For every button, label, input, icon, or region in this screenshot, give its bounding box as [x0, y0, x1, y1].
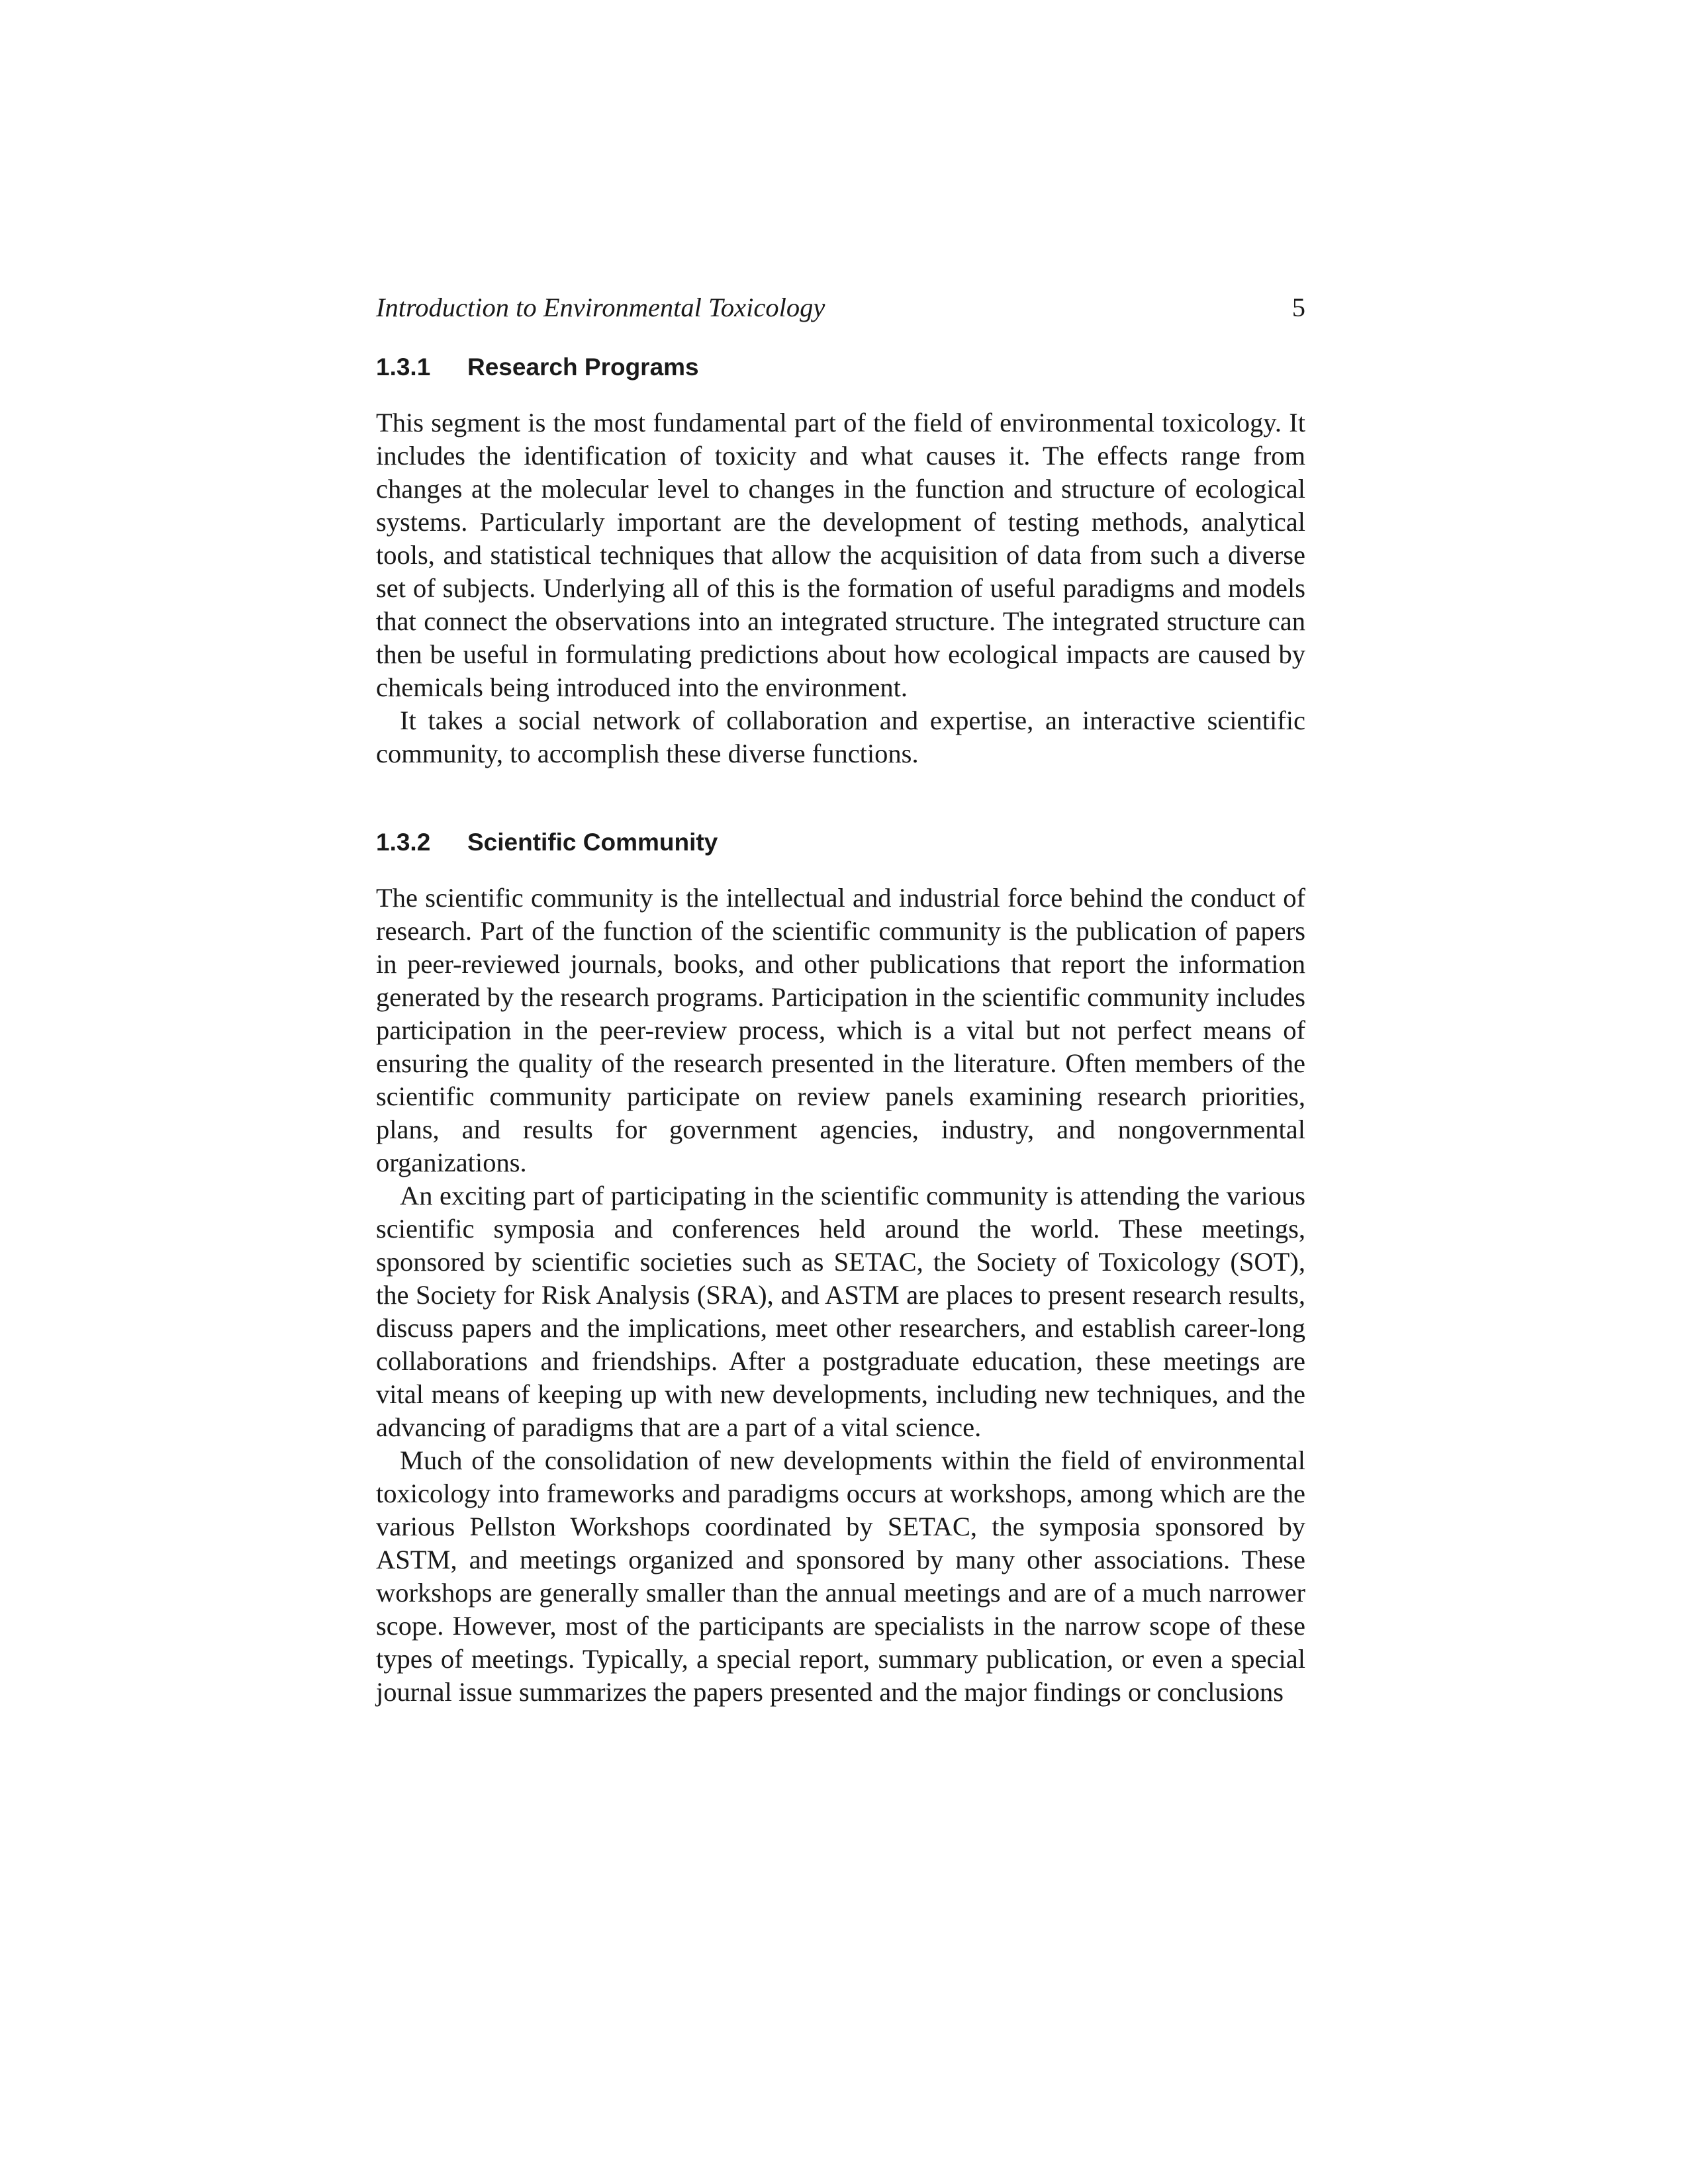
- paragraph: It takes a social network of collaboration and expertise, an interactive scientific community, to accomplish these diverse functions.: [376, 705, 1305, 768]
- running-title: Introduction to Environmental Toxicology: [376, 293, 825, 322]
- section-number: 1.3.1: [376, 353, 431, 381]
- paragraph: Much of the consolidation of new developments within the field of environmental toxicology into frameworks and paradigms occurs at workshops, among which are the various Pellston Workshops coordinated by SETAC, the symposia sponsored by ASTM, and meetings organized and sponsored by many other associations. These workshops are generally smaller than the annual meetings and are of a much narrower scope. However, most of the participants are specialists in the narrow scope of these types of meetings. Typically, a special report, summary publication, or even a special journal issue summarizes the papers presented and the major findings or conclusions: [376, 1445, 1305, 1707]
- book-page: [376, 291, 1305, 1764]
- section-research-programs: [376, 351, 1305, 770]
- section-number: 1.3.2: [376, 829, 431, 856]
- running-header: [376, 291, 1305, 324]
- section-heading: [376, 826, 1305, 859]
- section-heading: [376, 351, 1305, 384]
- paragraph: This segment is the most fundamental part of the field of environmental toxicology. It includes the identification of toxicity and what causes it. The effects range from changes at the molecular level to changes in the function and structure of ecological systems. Particularly important are the development of testing methods, analytical tools, and statistical techniques that allow the acquisition of data from such a diverse set of subjects. Underlying all of this is the formation of useful paradigms and models that connect the observations into an integrated structure. The integrated structure can then be useful in formulating predictions about how ecological impacts are caused by chemicals being introduced into the environment.: [376, 408, 1305, 702]
- paragraph: An exciting part of participating in the scientific community is attending the various scientific symposia and conferences held around the world. These meetings, sponsored by scientific societies such as SETAC, the Society of Toxicology (SOT), the Society for Risk Analysis (SRA), and ASTM are places to present research results, discuss papers and the implications, meet other researchers, and establish career-long collaborations and friendships. After a postgraduate education, these meetings are vital means of keeping up with new developments, including new techniques, and the advancing of paradigms that are a part of a vital science.: [376, 1181, 1305, 1442]
- section-title: Scientific Community: [467, 829, 718, 856]
- section-title: Research Programs: [467, 353, 699, 381]
- page-number: 5: [1291, 293, 1305, 322]
- section-scientific-community: [376, 826, 1305, 1709]
- paragraph: The scientific community is the intellectual and industrial force behind the conduct of research. Part of the function of the scientific community is the publication of papers in peer-reviewed journals, books, and other publications that report the information generated by the research programs. Participation in the scientific community includes participation in the peer-review process, which is a vital but not perfect means of ensuring the quality of the research presented in the literature. Often members of the scientific community participate on review panels examining research priorities, plans, and results for government agencies, industry, and nongovernmental organizations.: [376, 883, 1305, 1177]
